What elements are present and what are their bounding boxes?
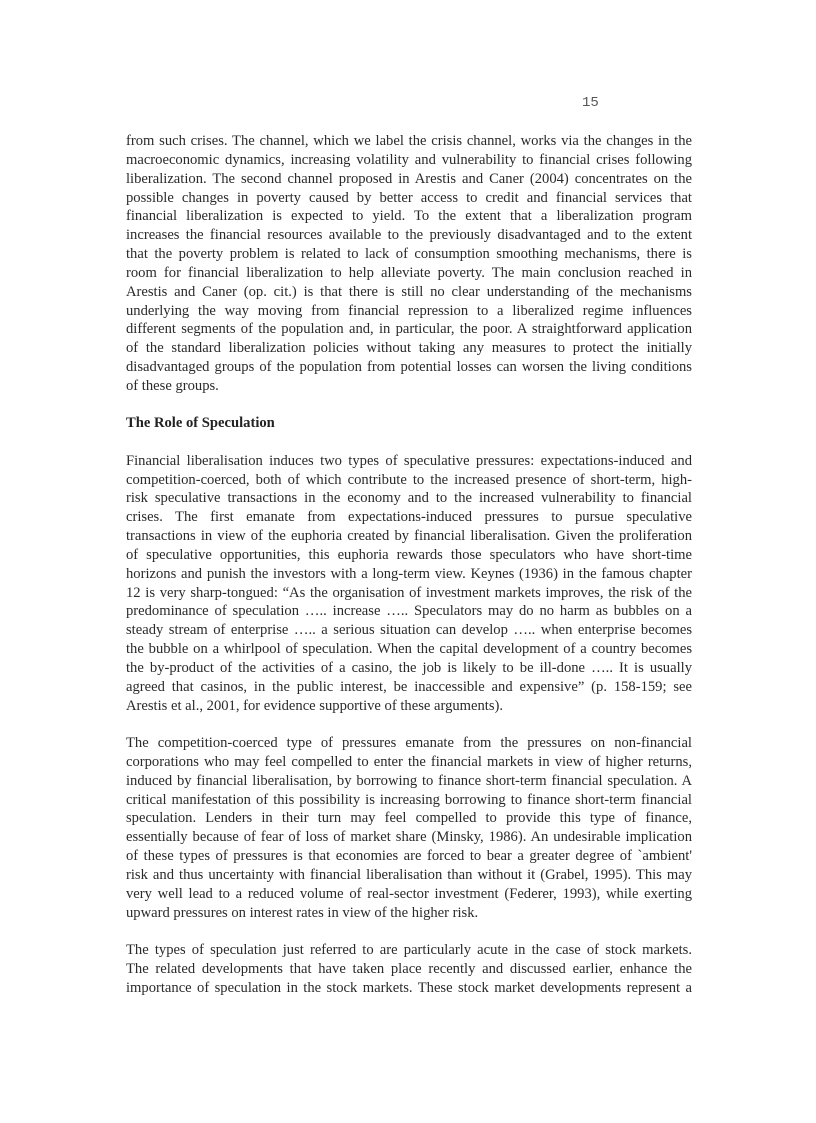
text-line: very well lead to a reduced volume of real-sector investment (Federer, 1993), while exerting (126, 885, 692, 902)
page-number: 15 (582, 95, 599, 111)
text-line: steady stream of enterprise ….. a serious situation can develop ….. when enterprise becomes (126, 622, 692, 639)
text-line: possible changes in poverty caused by better access to credit and financial services that (126, 189, 692, 206)
text-line: the by-product of the activities of a casino, the job is likely to be ill-done ….. It is usually (126, 659, 692, 676)
text-line: Arestis and Caner (op. cit.) is that there is still no clear understanding of the mechanisms (126, 283, 692, 300)
paragraph (126, 132, 692, 396)
text-line: upward pressures on interest rates in view of the higher risk. (126, 904, 479, 921)
text-line: macroeconomic dynamics, increasing volatility and vulnerability to financial crises following (126, 151, 692, 168)
paragraph (126, 452, 692, 716)
text-line: transactions in view of the euphoria created by financial liberalisation. Given the proliferation (126, 528, 692, 545)
text-line: essentially because of fear of loss of market share (Minsky, 1986). An undesirable implication (126, 829, 692, 846)
text-line: of the standard liberalization policies without taking any measures to protect the initially (126, 340, 692, 357)
text-line: critical manifestation of this possibility is increasing borrowing to finance short-term financial (126, 791, 692, 808)
text-line: horizons and punish the investors with a long-term view. Keynes (1936) in the famous chapter (126, 565, 692, 582)
text-line: risk and thus uncertainty with financial liberalisation than without it (Grabel, 1995). This may (126, 866, 692, 883)
text-line: Arestis et al., 2001, for evidence supportive of these arguments). (126, 697, 504, 714)
text-line: Financial liberalisation induces two types of speculative pressures: expectations-induced and (126, 452, 692, 469)
text-line: room for financial liberalization to help alleviate poverty. The main conclusion reached in (126, 264, 692, 281)
text-line: different segments of the population and, in particular, the poor. A straightforward application (126, 321, 692, 338)
text-line: risk speculative transactions in the economy and to the increased vulnerability to financial (126, 490, 692, 507)
text-line: liberalization. The second channel proposed in Arestis and Caner (2004) concentrates on the (126, 170, 692, 187)
text-line: that the poverty problem is related to lack of consumption smoothing mechanisms, there is (126, 246, 692, 263)
text-line: disadvantaged groups of the population from potential losses can worsen the living conditions (126, 359, 692, 376)
text-line: of speculative opportunities, this euphoria rewards those speculators who have short-time (126, 546, 692, 563)
text-line: increases the financial resources available to the previously disadvantaged and to the extent (126, 227, 692, 244)
text-line: competition-coerced, both of which contribute to the increased presence of short-term, high- (126, 471, 692, 488)
text-line: The competition-coerced type of pressures emanate from the pressures on non-financial (126, 734, 692, 751)
paragraph (126, 941, 692, 998)
text-line: importance of speculation in the stock markets. These stock market developments represent a (126, 979, 692, 996)
text-line: agreed that casinos, in the public interest, be inaccessible and expensive” (p. 158-159; see (126, 678, 692, 695)
text-line: 12 is very sharp-tongued: “As the organisation of investment markets improves, the risk of the (126, 584, 692, 601)
section-before-heading (126, 132, 692, 396)
text-line: the bubble on a whirlpool of speculation. When the capital development of a country becomes (126, 641, 692, 658)
text-line: The types of speculation just referred to are particularly acute in the case of stock markets. (126, 941, 692, 958)
text-line: crises. The first emanate from expectations-induced pressures to pursue speculative (126, 509, 692, 526)
text-line: of these types of pressures is that economies are forced to bear a greater degree of `ambient' (126, 848, 692, 865)
text-line: from such crises. The channel, which we label the crisis channel, works via the changes in the (126, 133, 692, 149)
text-line: predominance of speculation ….. increase ….. Speculators may do no harm as bubbles on a (126, 603, 692, 620)
paragraph (126, 734, 692, 922)
text-line: underlying the way moving from financial repression to a liberalized regime influences (126, 302, 692, 319)
text-line: financial liberalization is expected to yield. To the extent that a liberalization program (126, 208, 692, 225)
section-role-of-speculation (126, 452, 692, 998)
text-line: speculation. Lenders in their turn may feel compelled to provide this type of finance, (126, 810, 692, 827)
text-line: corporations who may feel compelled to enter the financial markets in view of higher returns, (126, 753, 692, 770)
text-line: of these groups. (126, 377, 219, 394)
section-heading: The Role of Speculation (126, 415, 275, 432)
text-line: The related developments that have taken place recently and discussed earlier, enhance the (126, 960, 692, 977)
text-line: induced by financial liberalisation, by borrowing to finance short-term financial speculation. A (126, 772, 692, 789)
document-body (126, 132, 692, 1016)
